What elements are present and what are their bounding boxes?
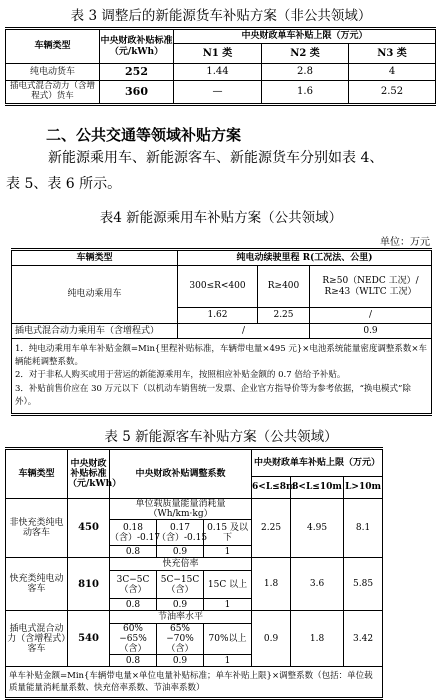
table5-coef: 1 (204, 546, 252, 558)
table4-cell: / (178, 324, 310, 339)
table5-cap: 0.9 (252, 611, 291, 667)
table5-caption: 表 5 新能源客车补贴方案（公共领域） (104, 429, 338, 445)
table5-blank (383, 558, 438, 611)
table4-range3-wltc: R≥43（WLTC 工况） (324, 286, 417, 297)
table3-header-n3: N3 类 (349, 44, 436, 64)
table5-note: 单车补贴金额=Min{车辆带电量×单位电量补贴标准；单车补贴上限}×调整系数（包括：单位载质量能量消耗量系数、快充倍率系数、节油率系数） (6, 667, 383, 699)
table4-cell: 1.62 (178, 308, 258, 324)
section-heading: 二、公共交通等领域补贴方案 (46, 126, 242, 144)
table3-cell: 360 (100, 81, 174, 105)
table5-range: 0.17（含）-0.15 (157, 520, 204, 546)
table5-coef: 1 (204, 655, 252, 667)
table3-cell: 1.44 (174, 64, 262, 81)
table3-cell: 2.52 (349, 81, 436, 105)
table4-note: 2．对于非私人购买或用于营运的新能源乘用车，按照相应补贴金额的 0.7 倍给予补贴。 (15, 370, 346, 381)
table5-range: 65%−70%（含） (157, 624, 204, 655)
table4-range3-nedc: R≥50（NEDC 工况）/ (322, 276, 419, 287)
table5-header-c3: L>10m (344, 477, 383, 499)
table5-range: 70%以上 (204, 624, 252, 655)
table4-range1: 300≤R<400 (178, 266, 258, 308)
table3-cell: 4 (349, 64, 436, 81)
table5-cap: 5.85 (344, 558, 383, 611)
table4-note: 1．纯电动乘用车单车补贴金额=Min{里程补贴标准，车辆带电量×495 元}×电池系统能量密度调整系数×车辆能耗调整系数。 (15, 344, 428, 368)
table4-unit: 单位：万元 (380, 237, 430, 248)
table5-blank (383, 611, 438, 667)
table5-cap: 2.25 (252, 499, 291, 558)
table5-std: 810 (68, 558, 110, 611)
table3-cell: — (174, 81, 262, 105)
table5-blank (383, 477, 438, 499)
table4-header-type: 车辆类型 (12, 250, 178, 266)
table4-notes (12, 339, 432, 415)
table4-header-range: 纯电动续驶里程 R(工况法、公里) (178, 250, 432, 266)
table5-coef: 0.9 (157, 546, 204, 558)
table4-cell: / (310, 308, 432, 324)
table5-metric: 节油率水平 (110, 611, 252, 624)
table5-type: 快充类纯电动客车 (6, 558, 68, 611)
table5-header-coef: 中央财政补贴调整系数 (110, 449, 252, 499)
table4-range3 (310, 266, 432, 308)
table5-cap: 4.95 (291, 499, 344, 558)
table4-caption: 表4 新能源乘用车补贴方案（公共领域） (99, 210, 343, 226)
table3-cell: 纯电动货车 (6, 64, 100, 81)
table5-range: 60%−65%（含） (110, 624, 157, 655)
table3-cell: 2.8 (262, 64, 349, 81)
table5-range: 15C 以上 (204, 571, 252, 599)
section-paragraph-line1: 新能源乘用车、新能源客车、新能源货车分别如表 4、 (48, 150, 384, 166)
table5-cap: 8.1 (344, 499, 383, 558)
table4 (11, 248, 432, 416)
table5 (5, 447, 438, 700)
table3-caption: 表 3 调整后的新能源货车补贴方案（非公共领域） (70, 8, 372, 24)
table5-std: 540 (68, 611, 110, 667)
table5-range: 0.18（含）-0.17 (110, 520, 157, 546)
table5-metric: 快充倍率 (110, 558, 252, 571)
table3-header-type: 车辆类型 (6, 29, 100, 64)
table5-blank (383, 449, 438, 477)
table4-range2: R≥400 (258, 266, 310, 308)
table3-header-n1: N1 类 (174, 44, 262, 64)
table5-coef: 0.9 (157, 599, 204, 611)
table5-metric: 单位载质量能量消耗量（Wh/km·kg） (110, 499, 252, 520)
table5-coef: 1 (204, 599, 252, 611)
table5-cap: 1.8 (291, 611, 344, 667)
table5-std: 450 (68, 499, 110, 558)
table5-header-cap: 中央财政单车补贴上限（万元） (252, 449, 383, 477)
table5-type: 非快充类纯电动客车 (6, 499, 68, 558)
table4-cell: 0.9 (310, 324, 432, 339)
table5-type: 插电式混合动力（含增程式）客车 (6, 611, 68, 667)
table5-coef: 0.8 (110, 655, 157, 667)
table5-cap: 3.42 (344, 611, 383, 667)
table5-blank (383, 499, 438, 558)
table5-header-std: 中央财政补贴标准（元/kWh） (68, 449, 110, 499)
table5-coef: 0.8 (110, 546, 157, 558)
table3-header-std: 中央财政补贴标准（元/kWh） (100, 29, 174, 64)
table5-coef: 0.9 (157, 655, 204, 667)
table5-header-c2: 8<L≤10m (291, 477, 344, 499)
table3-cell: 1.6 (262, 81, 349, 105)
table5-header-type: 车辆类型 (6, 449, 68, 499)
table5-range: 3C−5C（含） (110, 571, 157, 599)
table3-header-n2: N2 类 (262, 44, 349, 64)
table5-range: 0.15 及以下 (204, 520, 252, 546)
table5-range: 5C−15C（含） (157, 571, 204, 599)
table3 (5, 27, 436, 106)
section-paragraph-line2: 表 5、表 6 所示。 (6, 176, 122, 192)
table5-cap: 3.6 (291, 558, 344, 611)
table3-cell: 252 (100, 64, 174, 81)
table4-bev-label: 纯电动乘用车 (12, 266, 178, 324)
table5-blank (383, 667, 438, 699)
table3-header-cap: 中央财政单车补贴上限（万元） (174, 29, 436, 44)
table4-note: 3．补贴前售价应在 30 万元以下（以机动车销售统一发票、企业官方指导价等为参考依据，“换电模式”除外）。 (15, 383, 411, 407)
table3-cell: 插电式混合动力（含增程式）货车 (6, 81, 100, 105)
table4-phev-label: 插电式混合动力乘用车（含增程式） (12, 324, 178, 339)
table5-header-c1: 6<L≤8m (252, 477, 291, 499)
table5-cap: 1.8 (252, 558, 291, 611)
table4-cell: 2.25 (258, 308, 310, 324)
table5-coef: 0.8 (110, 599, 157, 611)
